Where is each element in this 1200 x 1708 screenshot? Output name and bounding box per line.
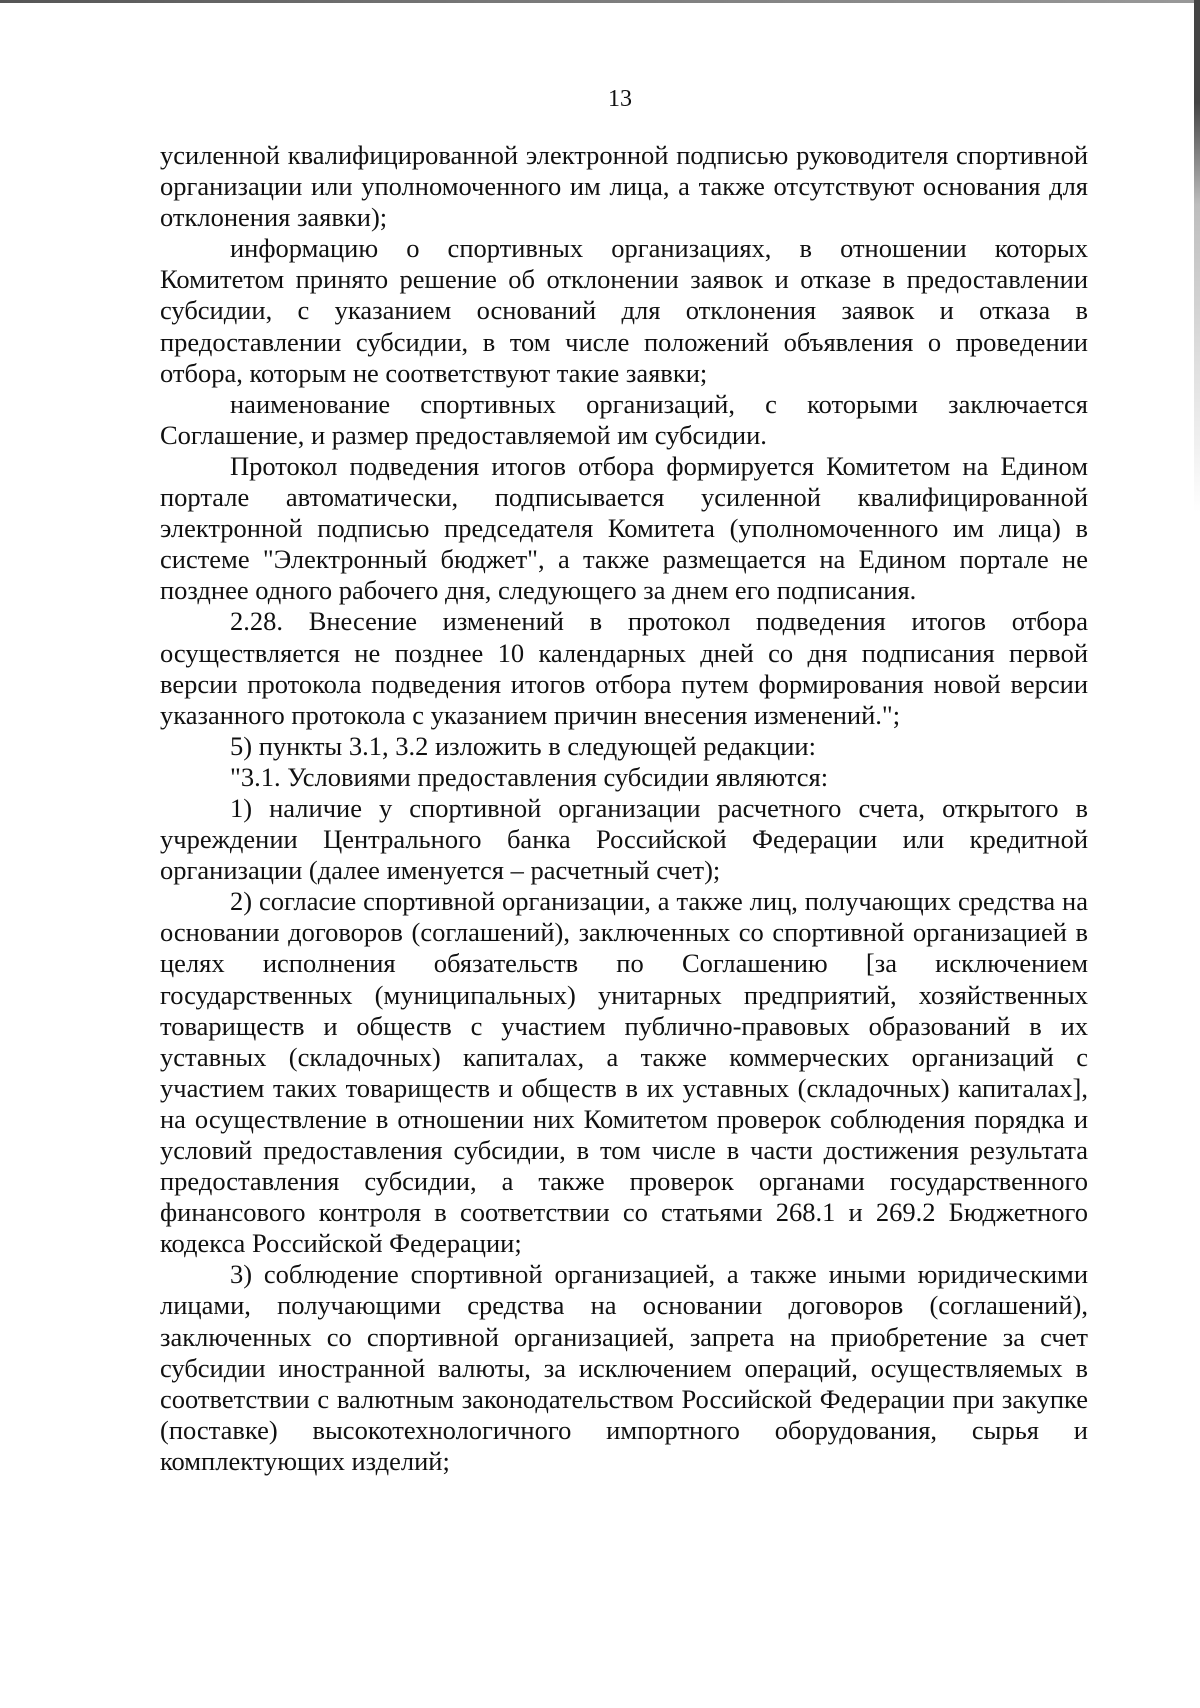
scan-edge-right: [1194, 0, 1200, 1708]
paragraph: 2.28. Внесение изменений в протокол подведения итогов отбора осуществляется не позднее 10 календарных дней со дня подписания первой версии протокола подведения итогов отбора путем формирования новой версии указанного протокола с указанием причин внесения изменений.";: [160, 606, 1088, 730]
paragraph: 2) согласие спортивной организации, а также лиц, получающих средства на основании договоров (соглашений), заключенных со спортивной организацией в целях исполнения обязательств по Соглашению [за исключением государственных (муниципальных) унитарных предприятий, хозяйственных товариществ и обществ с участием публично-правовых образований в их уставных (складочных) капиталах, а также коммерческих организаций с участием таких товариществ и обществ в их уставных (складочных) капиталах], на осуществление в отношении них Комитетом проверок соблюдения порядка и условий предоставления субсидии, в том числе в части достижения результата предоставления субсидии, а также проверок органами государственного финансового контроля в соответствии со статьями 268.1 и 269.2 Бюджетного кодекса Российской Федерации;: [160, 886, 1088, 1259]
paragraph: информацию о спортивных организациях, в отношении которых Комитетом принято решение об отклонении заявок и отказе в предоставлении субсидии, с указанием оснований для отклонения заявок и отказа в предоставлении субсидии, в том числе положений объявления о проведении отбора, которым не соответствуют такие заявки;: [160, 233, 1088, 388]
paragraph: наименование спортивных организаций, с которыми заключается Соглашение, и размер предоставляемой им субсидии.: [160, 388, 1088, 450]
paragraph: усиленной квалифицированной электронной подписью руководителя спортивной организации или уполномоченного им лица, а также отсутствуют основания для отклонения заявки);: [160, 140, 1088, 233]
paragraph: 3) соблюдение спортивной организацией, а также иными юридическими лицами, получающими средства на основании договоров (соглашений), заключенных со спортивной организацией, запрета на приобретение за счет субсидии иностранной валюты, за исключением операций, осуществляемых в соответствии с валютным законодательством Российской Федерации при закупке (поставке) высокотехнологичного импортного оборудования, сырья и комплектующих изделий;: [160, 1259, 1088, 1476]
page-number: 13: [608, 86, 632, 112]
paragraph: 5) пункты 3.1, 3.2 изложить в следующей редакции:: [230, 730, 816, 761]
paragraph: "3.1. Условиями предоставления субсидии являются:: [230, 761, 829, 792]
document-body: [160, 140, 1088, 1477]
scan-edge-top: [0, 0, 1200, 3]
paragraph: Протокол подведения итогов отбора формируется Комитетом на Едином портале автоматически, подписывается усиленной квалифицированной электронной подписью председателя Комитета (уполномоченного им лица) в системе "Электронный бюджет", а также размещается на Едином портале не позднее одного рабочего дня, следующего за днем его подписания.: [160, 450, 1088, 606]
paragraph: 1) наличие у спортивной организации расчетного счета, открытого в учреждении Центрального банка Российской Федерации или кредитной организации (далее именуется – расчетный счет);: [160, 792, 1088, 886]
